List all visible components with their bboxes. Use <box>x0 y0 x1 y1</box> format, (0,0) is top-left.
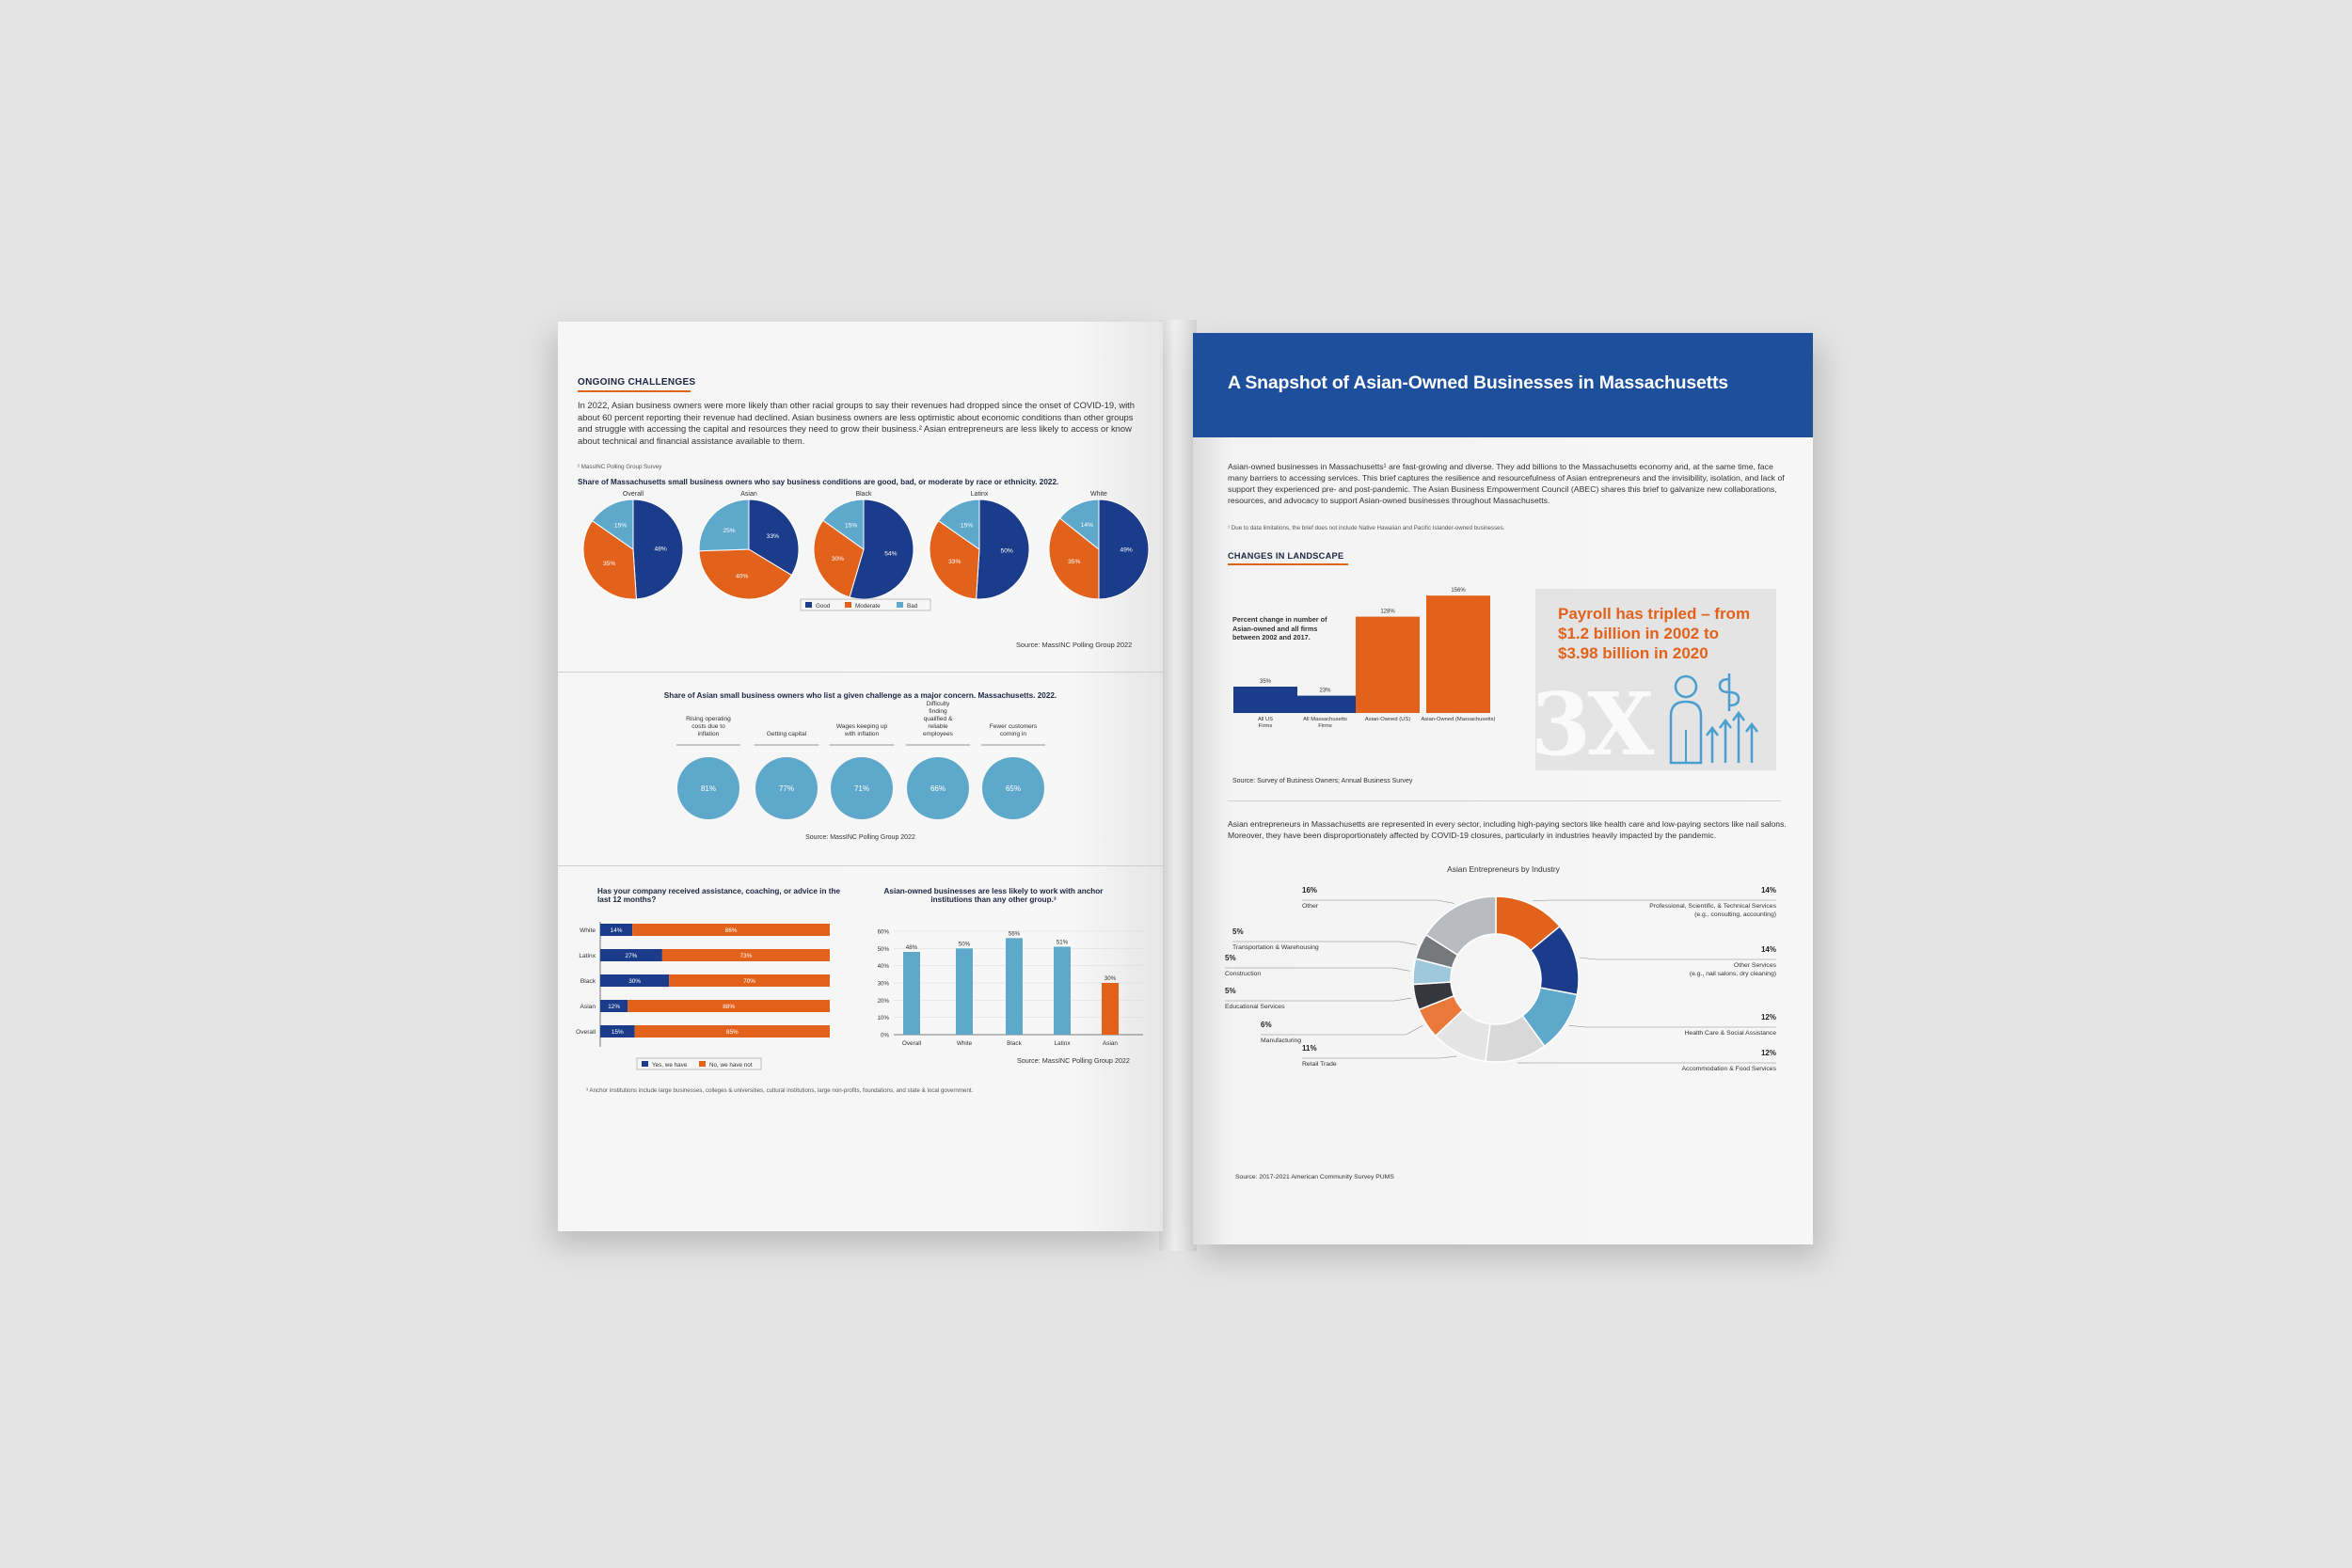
donut-pct: 12% <box>1760 1013 1776 1022</box>
donut-label: Transportation & Warehousing <box>1232 944 1319 951</box>
assist-row-label: Black <box>580 978 596 985</box>
anchor-bar <box>1054 947 1071 1036</box>
anchor-bar-label: 51% <box>1056 939 1069 946</box>
challenge-label: costs due to <box>691 723 725 730</box>
challenge-label: reliable <box>928 723 948 730</box>
challenge-label: with inflation <box>844 731 880 737</box>
donut-label: Accommodation & Food Services <box>1681 1066 1776 1072</box>
challenge-label: finding <box>929 708 947 715</box>
anchor-bar <box>956 948 973 1035</box>
donut-pct: 12% <box>1760 1049 1776 1057</box>
assist-yes-value: 30% <box>628 978 641 985</box>
growth-xtick: All US <box>1257 717 1274 722</box>
section-underline <box>578 390 691 392</box>
anchor-ytick: 40% <box>877 963 889 971</box>
donut-pct: 16% <box>1302 886 1318 895</box>
challenge-value: 81% <box>700 784 717 793</box>
pie-value: 50% <box>1000 547 1013 555</box>
donut-sublabel: (e.g., consulting, accounting) <box>1694 911 1776 918</box>
anchor-ytick: 50% <box>877 945 889 953</box>
donut-source: Source: 2017-2021 American Community Survey PUMS <box>1235 1174 1394 1180</box>
pies-title: Share of Massachusetts small business owners who say business conditions are good, bad, or moderate by race or ethnicity. 2022. <box>578 478 1059 486</box>
donut-leader <box>1261 1025 1422 1035</box>
anchor-xtick: Black <box>1007 1040 1022 1047</box>
donut-leader <box>1302 1056 1456 1058</box>
assist-yes-value: 15% <box>611 1029 624 1036</box>
anchor-bar-label: 30% <box>1104 975 1117 982</box>
anchor-source: Source: MassINC Polling Group 2022 <box>1017 1056 1130 1065</box>
pie-value: 33% <box>766 533 780 541</box>
sector-text: Asian entrepreneurs in Massachusetts are represented in every sector, including high-paying sectors like health care and low-paying sectors like nail salons. Moreover, they have been disproportionately affected by COVID-19 closures, particularly in industries heavily impacted by the pandemic. <box>1228 819 1787 840</box>
payroll-3x: 3X <box>1531 673 1651 775</box>
donut-label: Educational Services <box>1225 1004 1285 1010</box>
anchor-ytick: 0% <box>881 1032 889 1039</box>
anchor-xtick: Asian <box>1103 1040 1118 1047</box>
donut-pct: 11% <box>1302 1044 1317 1053</box>
assist-no-value: 85% <box>725 1029 739 1036</box>
donut-pct: 6% <box>1261 1021 1272 1029</box>
donut-leader <box>1580 958 1776 959</box>
anchor-bar <box>1006 938 1023 1035</box>
growth-xtick: Firms <box>1258 723 1273 729</box>
booklet-spine <box>1159 320 1197 1251</box>
divider <box>558 672 1163 673</box>
pie-label: Latinx <box>970 491 989 498</box>
growth-bar <box>1356 617 1420 713</box>
challenge-label: Fewer customers <box>989 723 1038 730</box>
donut-pct: 5% <box>1225 987 1236 995</box>
pie-value: 35% <box>602 560 616 567</box>
anchor-bar <box>903 952 920 1035</box>
assist-row-label: Overall <box>576 1029 596 1036</box>
divider <box>558 865 1163 866</box>
challenge-value: 66% <box>930 784 946 793</box>
anchor-xtick: White <box>956 1040 973 1047</box>
section-title: ONGOING CHALLENGES <box>578 377 696 388</box>
pie-label: Overall <box>622 491 644 498</box>
challenge-label: inflation <box>697 731 720 737</box>
pie-label: Asian <box>740 491 757 498</box>
anchor-ytick: 30% <box>877 980 889 988</box>
donut-label: Other Services <box>1734 962 1776 969</box>
pie-legend <box>801 599 930 610</box>
assist-yes-value: 14% <box>610 927 623 934</box>
assist-yes-value: 12% <box>608 1004 621 1010</box>
divider <box>1228 800 1781 801</box>
assist-no-value: 86% <box>724 927 738 934</box>
anchor-ytick: 60% <box>877 928 889 936</box>
section-underline <box>1228 563 1348 565</box>
legend-yes: Yes, we have <box>652 1062 688 1069</box>
growth-xtick: Asian-Owned (US) <box>1364 717 1411 722</box>
growth-xtick: Firms <box>1318 723 1332 729</box>
pie-value: 40% <box>736 573 749 580</box>
challenge-value: 77% <box>778 784 795 793</box>
growth-source: Source: Survey of Business Owners; Annual Business Survey <box>1232 778 1413 784</box>
assist-no-value: 70% <box>743 978 755 985</box>
assistance-bar-chart <box>558 914 859 1084</box>
pie-value: 25% <box>723 528 736 535</box>
anchor-bar-chart <box>864 924 1155 1055</box>
challenge-value: 71% <box>853 784 870 793</box>
growth-caption: Percent change in number of Asian-owned and all firms between 2002 and 2017. <box>1232 615 1327 641</box>
pie-value: 14% <box>1080 522 1093 530</box>
pie-charts <box>558 491 1163 613</box>
growth-bar-chart <box>1221 568 1503 742</box>
challenge-label: Getting capital <box>766 731 807 737</box>
donut-pct: 14% <box>1760 886 1776 895</box>
donut-pct: 14% <box>1760 945 1776 954</box>
anchor-xtick: Overall <box>901 1040 922 1047</box>
assist-row-label: Asian <box>580 1004 596 1010</box>
footnote: ² MassINC Polling Group Survey <box>578 464 662 470</box>
assist-no-value: 88% <box>723 1004 736 1010</box>
donut-label: Retail Trade <box>1302 1061 1337 1068</box>
pie-label: Black <box>855 491 872 498</box>
pie-label: White <box>1090 491 1107 498</box>
challenge-label: Difficulty <box>926 701 950 707</box>
anchor-ytick: 10% <box>877 1015 889 1022</box>
pie-source: Source: MassINC Polling Group 2022 <box>1016 641 1133 649</box>
assist-row-label: White <box>580 927 596 934</box>
growth-bar-label: 128% <box>1380 609 1395 615</box>
anchor-bar-label: 56% <box>1008 930 1021 938</box>
pie-slice <box>699 499 749 551</box>
challenge-circles <box>558 701 1163 820</box>
pie-value: 35% <box>1068 559 1081 566</box>
growth-bar-label: 156% <box>1451 588 1466 594</box>
challenge-label: employees <box>923 731 953 737</box>
donut-label: Manufacturing <box>1261 1037 1302 1044</box>
challenge-label: Rising operating <box>686 716 731 722</box>
pie-value: 15% <box>845 522 858 530</box>
left-page <box>558 322 1163 1231</box>
pie-value: 49% <box>1120 546 1133 554</box>
pie-value: 15% <box>613 522 628 530</box>
anchor-bar <box>1102 983 1119 1035</box>
anchor-bar-label: 50% <box>958 941 971 948</box>
anchor-bar-label: 48% <box>905 944 918 951</box>
pie-value: 33% <box>948 559 961 566</box>
donut-label: Other <box>1302 903 1318 910</box>
intro-paragraph: In 2022, Asian business owners were more likely than other racial groups to say their revenues had dropped since the onset of COVID-19, with about 60 percent reporting their revenue had declined. Asian business owners are less optimistic about economic conditions than other groups and struggle with accessing the capital and resources they need to grow their business.² Asian entrepreneurs are less likely to access or know about technical and financial assistance available to them. <box>578 400 1135 446</box>
growth-bar <box>1293 696 1358 713</box>
growth-bar <box>1426 595 1490 713</box>
right-page <box>1193 333 1813 1244</box>
growth-xtick: Asian-Owned (Massachusetts) <box>1421 717 1496 722</box>
pie-value: 54% <box>884 550 898 558</box>
challenge-label: qualified & <box>923 716 953 722</box>
anchor-footnote: ³ Anchor institutions include large businesses, colleges & universities, cultural institutions, large non-profits, foundations, and state & local government. <box>586 1087 974 1094</box>
right-intro: Asian-owned businesses in Massachusetts¹ are fast-growing and diverse. They add billions to the Massachusetts economy and, at the same time, face many barriers to accessing services. This brief captures the resilience and resourcefulness of Asian entrepreneurs and the invisibility, isolation, and lack of support they experienced pre- and post-pandemic. The Asian Business Empowerment Council (ABEC) shares this brief to galvanize new collaborations, resources, and advocacy to support Asian-owned businesses throughout Massachusetts. <box>1228 462 1785 505</box>
legend-no: No, we have not <box>709 1062 753 1069</box>
assist-no-value: 73% <box>739 953 753 959</box>
circles-source: Source: MassINC Polling Group 2022 <box>805 834 915 841</box>
assist-legend <box>637 1058 761 1069</box>
donut-leader <box>1302 900 1454 903</box>
challenge-label: Wages keeping up <box>835 723 888 730</box>
assist-title: Has your company received assistance, coaching, or advice in the last 12 months? <box>597 887 841 904</box>
legend-good: Good <box>816 603 831 610</box>
donut-pct: 5% <box>1232 927 1244 936</box>
banner-title: A Snapshot of Asian-Owned Businesses in Massachusetts <box>1228 372 1728 393</box>
anchor-ytick: 20% <box>877 997 889 1005</box>
donut-label: Construction <box>1225 971 1262 977</box>
landscape-title: CHANGES IN LANDSCAPE <box>1228 551 1344 561</box>
right-footnote: ¹ Due to data limitations, the brief does not include Native Hawaiian and Pacific Islander-owned businesses. <box>1228 525 1505 531</box>
growth-xtick: All Massachusetts <box>1303 717 1347 722</box>
person-growth-icon <box>1667 673 1771 768</box>
donut-leader <box>1533 900 1776 901</box>
donut-title: Asian Entrepreneurs by Industry <box>1447 864 1560 874</box>
donut-pct: 5% <box>1225 954 1236 962</box>
growth-bar-label: 23% <box>1319 688 1331 694</box>
growth-bar <box>1233 687 1297 713</box>
title-banner <box>1193 333 1813 437</box>
industry-donut-chart <box>1193 860 1813 1095</box>
pie-value: 15% <box>960 522 974 530</box>
anchor-xtick: Latinx <box>1054 1040 1071 1047</box>
challenge-label: coming in <box>999 731 1027 737</box>
circles-title: Share of Asian small business owners who list a given challenge as a major concern. Massachusetts. 2022. <box>663 691 1057 700</box>
donut-sublabel: (e.g., nail salons, dry cleaning) <box>1689 971 1776 977</box>
payroll-callout <box>1531 589 1776 775</box>
donut-label: Health Care & Social Assistance <box>1684 1030 1776 1037</box>
pie-value: 30% <box>831 556 845 563</box>
assist-row-label: Latinx <box>579 953 596 959</box>
challenge-value: 65% <box>1005 784 1022 793</box>
anchor-title: Asian-owned businesses are less likely to work with anchor institutions than any other group.³ <box>883 887 1104 904</box>
donut-leader <box>1225 998 1411 1001</box>
assist-yes-value: 27% <box>625 953 638 959</box>
payroll-text: Payroll has tripled – from $1.2 billion in 2002 to $3.98 billion in 2020 <box>1558 605 1751 662</box>
donut-label: Professional, Scientific, & Technical Services <box>1649 903 1776 910</box>
legend-moderate: Moderate <box>855 603 881 610</box>
donut-leader <box>1569 1025 1776 1027</box>
legend-bad: Bad <box>907 603 918 610</box>
pie-value: 48% <box>654 546 667 553</box>
growth-bar-label: 35% <box>1259 679 1272 685</box>
